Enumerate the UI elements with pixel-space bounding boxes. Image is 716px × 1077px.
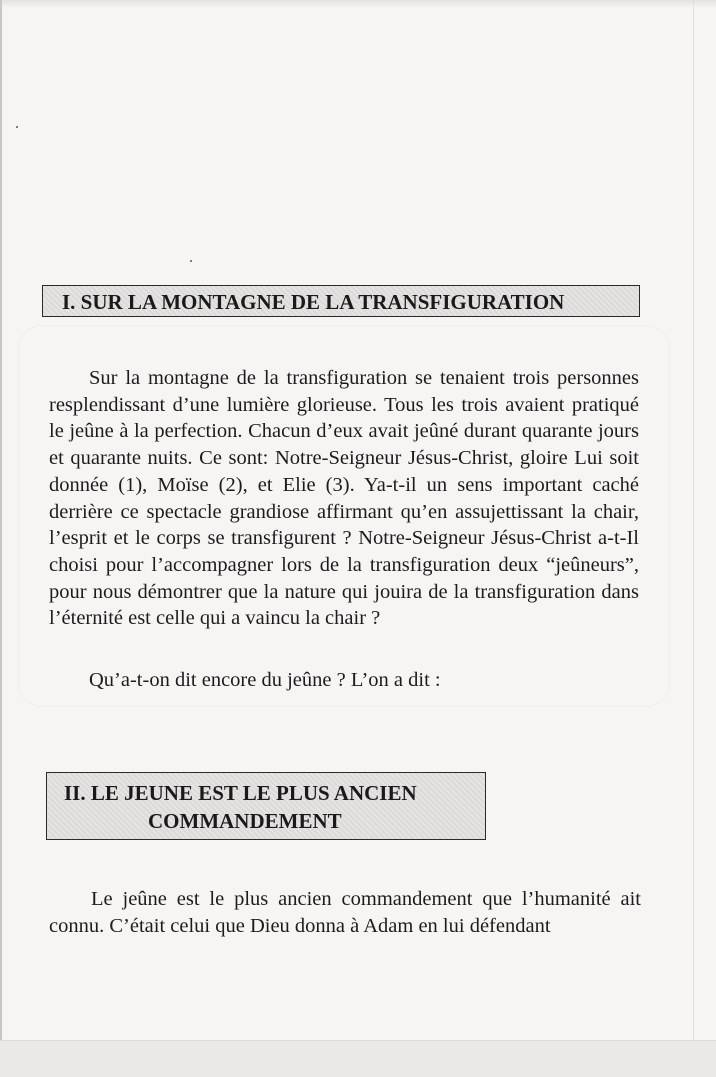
section-1-question: Qu’a-t-on dit encore du jeûne ? L’on a dit : [89, 669, 441, 691]
section-2-heading-line-1: II. LE JEUNE EST LE PLUS ANCIEN [64, 781, 417, 805]
scan-top-shadow [0, 0, 716, 8]
page-right-edge [693, 0, 694, 1040]
section-1-heading-text: I. SUR LA MONTAGNE DE LA TRANSFIGURATION [62, 290, 565, 314]
section-1-paragraph: Sur la montagne de la transfiguration se tenaient trois personnes resplendissant d’une lumière glorieuse. Tous les trois avaient pratiqué le jeûne à la perfection. Chacun d’eux avait jeûné durant quarante jours et quarante nuits. Ce sont: Notre-Seigneur Jésus-Christ, gloire Lui soit donnée (1), Moïse (2), et Elie (3). Ya-t-il un sens important caché derrière ce spectacle grandiose affirmant qu’en assujettissant la chair, l’esprit et le corps se transfigurent ? Notre-Seigneur Jésus-Christ a-t-Il choisi pour l’accompagner lors de la transfiguration deux “jeûneurs”, pour nous démontrer que la nature qui jouira de la transfiguration dans l’éternité est celle qui a vaincu la chair ? [49, 367, 639, 630]
page-left-edge [0, 0, 2, 1040]
scan-speck [16, 126, 18, 128]
scan-speck [190, 260, 192, 262]
section-2-heading-line-2: COMMANDEMENT [148, 809, 342, 833]
section-2-paragraph: Le jeûne est le plus ancien commandement que l’humanité ait connu. C’était celui que Dieu donna à Adam en lui défendant [49, 888, 641, 937]
section-1-heading [42, 285, 640, 317]
scan-bottom-margin [0, 1040, 716, 1077]
section-2-heading [46, 772, 486, 840]
